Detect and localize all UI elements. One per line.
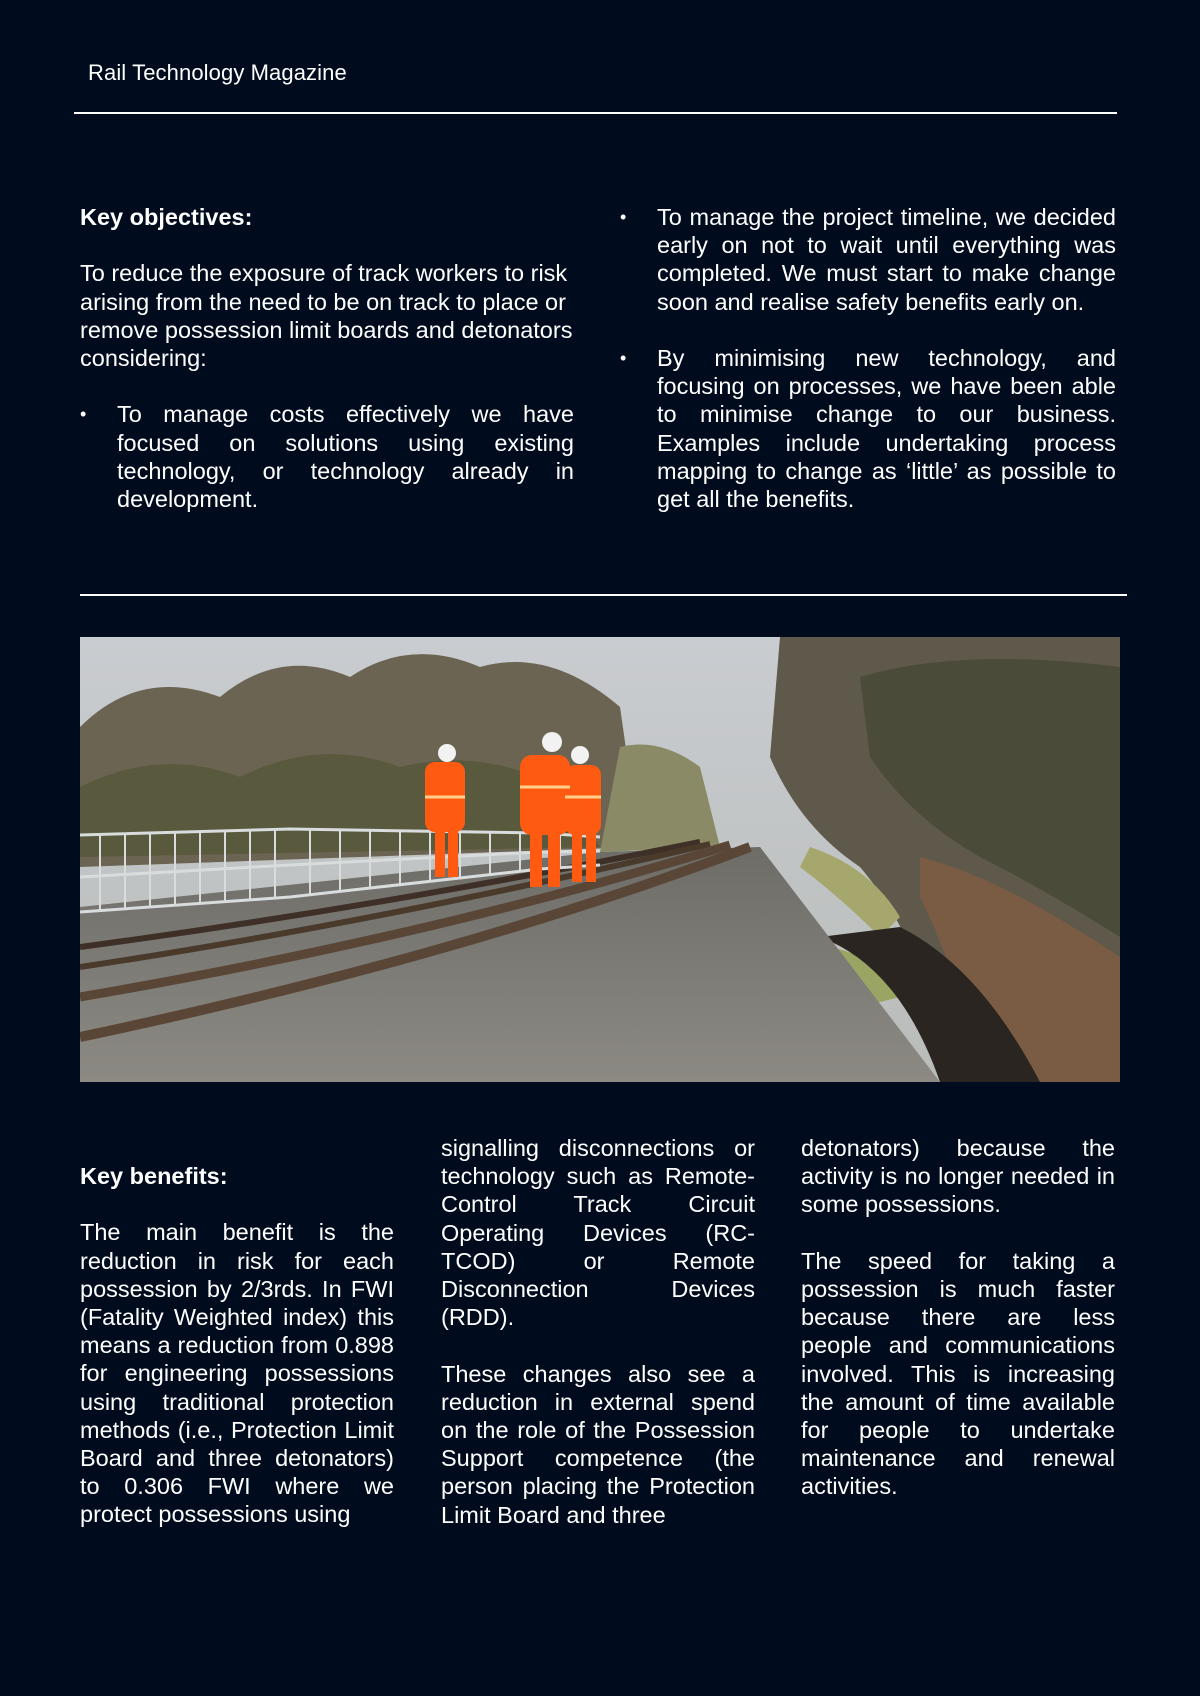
- bullet-icon: •: [80, 404, 87, 425]
- objective-text: To manage costs effectively we have focused on solutions using existing technology, or technology already in development.: [117, 401, 574, 512]
- objective-text: By minimising new technology, and focusing on processes, we have been able to minimise change to our business. Examples include undertaking process mapping to change as ‘little’ as possible to get all the benefits.: [657, 345, 1116, 513]
- benefits-column-1: [80, 1162, 394, 1529]
- objectives-intro: To reduce the exposure of track workers to risk arising from the need to be on track to place or remove possession limit boards and detonators considering:: [80, 260, 573, 371]
- bullet-icon: •: [620, 207, 627, 227]
- track-workers-photo: [80, 637, 1120, 1082]
- objectives-left-column: [80, 203, 574, 513]
- header-divider: [74, 112, 1117, 114]
- objectives-right-column: [620, 203, 1116, 513]
- objectives-list-left: [80, 400, 574, 513]
- objective-text: To manage the project timeline, we decided early on not to wait until everything was completed. We must start to make change soon and realise safety benefits early on.: [657, 204, 1116, 315]
- objective-bullet-technology: [620, 344, 1116, 513]
- objectives-list-right: [620, 203, 1116, 513]
- benefits-column-3: [801, 1134, 1115, 1501]
- objective-bullet-costs: [80, 400, 574, 513]
- benefits-paragraph-3: These changes also see a reduction in external spend on the role of the Possession Support competence (the person placing the Protection Limit Board and three: [441, 1360, 755, 1528]
- objectives-heading: Key objectives:: [80, 204, 253, 230]
- benefits-paragraph-1: The main benefit is the reduction in risk for each possession by 2/3rds. In FWI (Fatality Weighted index) this means a reduction from 0.898 for engineering possessions using traditional protection methods (i.e., Protection Limit Board and three detonators) to 0.306 FWI where we protect possessions using: [80, 1219, 394, 1528]
- benefits-paragraph-2: signalling disconnections or technology such as Remote-Control Track Circuit Operating Devices (RC-TCOD) or Remote Disconnection Devices (RDD).: [441, 1135, 755, 1331]
- benefits-paragraph-4: detonators) because the activity is no longer needed in some possessions.: [801, 1135, 1115, 1218]
- section-divider: [80, 594, 1127, 596]
- benefits-paragraph-5: The speed for taking a possession is much faster because there are less people and communications involved. This is increasing the amount of time available for people to undertake maintenance and renewal activities.: [801, 1247, 1115, 1500]
- publication-name: Rail Technology Magazine: [88, 60, 347, 85]
- bullet-icon: •: [620, 348, 627, 368]
- benefits-column-2: [441, 1134, 755, 1529]
- benefits-heading: Key benefits:: [80, 1163, 228, 1189]
- objective-bullet-timeline: [620, 203, 1116, 316]
